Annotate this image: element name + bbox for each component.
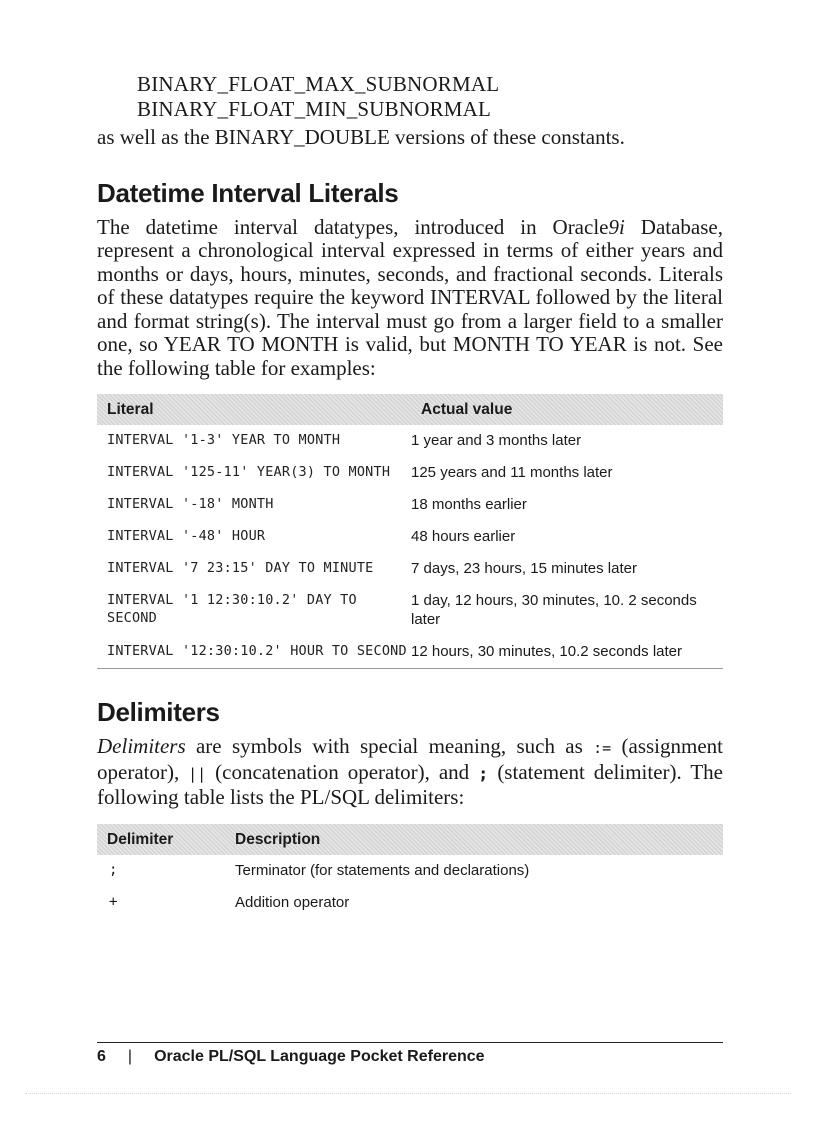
page-content [97, 72, 723, 919]
paragraph-text: (concatenation operator), and [206, 759, 479, 784]
table-row [97, 585, 723, 636]
page-number: 6 [97, 1048, 106, 1065]
column-header-delimiter: Delimiter [107, 830, 174, 848]
constants-note: as well as the BINARY_DOUBLE versions of these constants. [97, 125, 625, 149]
paragraph-text: Database, represent a chronological interval expressed in terms of either years and months or days, hours, minutes, seconds, and fractional seconds. Literals of these datatypes require the keyword INTERVAL followed by the literal and format string(s). The interval must go from a larger field to a smaller one, so YEAR TO MONTH is valid, but MONTH TO YEAR is not. See the following table for examples: [97, 214, 723, 380]
value-cell: 12 hours, 30 minutes, 10.2 seconds later [407, 636, 723, 669]
literal-cell: INTERVAL '125-11' YEAR(3) TO MONTH [107, 464, 391, 480]
paragraph-text: The datetime interval datatypes, introduced in Oracle [97, 214, 609, 239]
literal-cell: INTERVAL '1-3' YEAR TO MONTH [107, 432, 341, 448]
table-row [97, 887, 723, 919]
page-edge-divider [25, 1093, 791, 1094]
description-cell: Terminator (for statements and declarations) [235, 861, 530, 879]
value-cell: 48 hours earlier [411, 528, 516, 545]
value-cell: 125 years and 11 months later [411, 464, 613, 481]
section-heading-delimiters: Delimiters [97, 697, 220, 727]
table-header-row [97, 394, 723, 425]
table-row [97, 553, 723, 585]
literal-cell: INTERVAL '1 12:30:10.2' DAY TO SECOND [107, 592, 357, 626]
delimiters-paragraph [97, 735, 723, 810]
section-heading-interval-literals: Datetime Interval Literals [97, 177, 399, 208]
table-row [97, 489, 723, 521]
literal-cell: INTERVAL '-48' HOUR [107, 528, 266, 544]
literal-cell: INTERVAL '12:30:10.2' HOUR TO SECOND [97, 636, 407, 669]
table-header-row [97, 824, 723, 855]
table-row [97, 521, 723, 553]
book-title: Oracle PL/SQL Language Pocket Reference [154, 1048, 485, 1065]
literal-cell: INTERVAL '-18' MONTH [107, 496, 274, 512]
interval-literals-table [97, 394, 723, 669]
constant-name: BINARY_FLOAT_MIN_SUBNORMAL [137, 97, 492, 121]
table-row [97, 425, 723, 457]
literal-cell: INTERVAL '7 23:15' DAY TO MINUTE [107, 560, 374, 576]
term-italic: Delimiters [97, 734, 186, 758]
value-cell: 1 day, 12 hours, 30 minutes, 10. 2 seconds later [411, 592, 697, 628]
constant-name: BINARY_FLOAT_MAX_SUBNORMAL [137, 72, 500, 96]
delimiter-cell: ; [109, 861, 118, 878]
value-cell: 7 days, 23 hours, 15 minutes later [411, 560, 637, 577]
concatenation-symbol: || [188, 764, 207, 783]
table-row [97, 457, 723, 489]
paragraph-text: (statement delimiter). The following table lists the PL/SQL delimiters: [97, 759, 723, 809]
column-header-actual-value: Actual value [421, 401, 513, 418]
description-cell: Addition operator [235, 893, 350, 911]
page-footer [97, 1042, 723, 1066]
interval-literals-paragraph [97, 216, 723, 381]
paragraph-text: (assignment operator), [97, 734, 723, 784]
value-cell: 18 months earlier [411, 496, 527, 513]
semicolon-symbol: ; [478, 763, 489, 784]
column-header-description: Description [235, 830, 321, 848]
table-row [97, 636, 723, 669]
value-cell: 1 year and 3 months later [411, 432, 582, 449]
assignment-symbol: := [593, 739, 612, 757]
delimiter-cell: + [109, 893, 118, 910]
delimiters-table [97, 824, 723, 919]
paragraph-text: are symbols with special meaning, such as [185, 734, 594, 758]
version-italic: 9i [608, 214, 625, 239]
footer-separator: | [127, 1048, 133, 1065]
column-header-literal: Literal [107, 401, 154, 418]
table-row [97, 855, 723, 887]
